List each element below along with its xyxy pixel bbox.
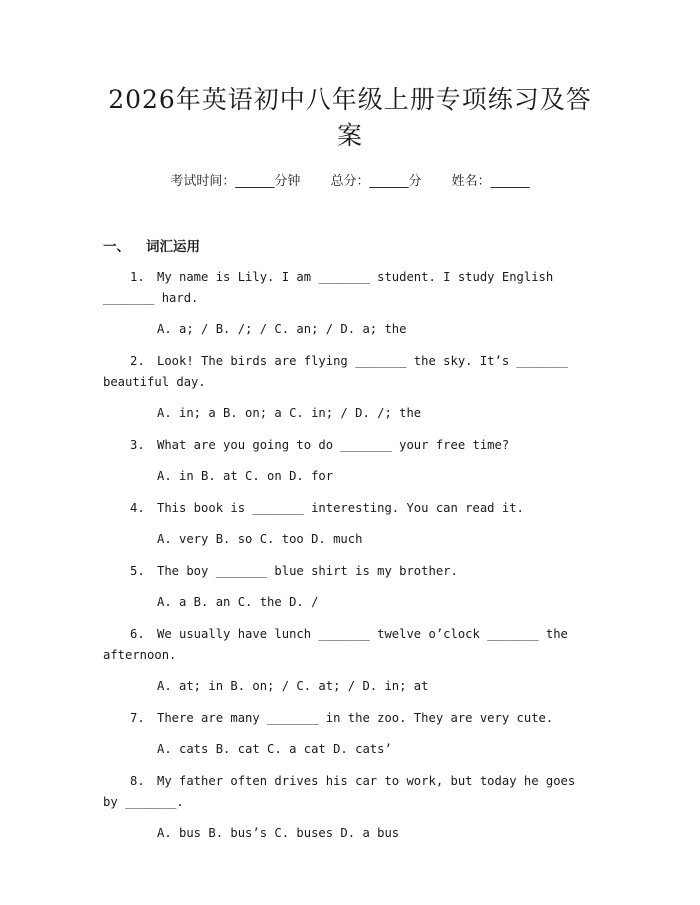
- question-stem: [103, 771, 597, 813]
- question-item: [103, 624, 597, 697]
- question-stem: [103, 708, 597, 729]
- question-number: 3.: [130, 438, 145, 452]
- question-item: [103, 267, 597, 340]
- question-text: My name is Lily. I am _______ student. I study English _______ hard.: [103, 270, 554, 305]
- question-number: 2.: [130, 354, 145, 368]
- question-options: A. bus B. bus’s C. buses D. a bus: [157, 826, 400, 840]
- question-item: [103, 498, 597, 550]
- question-stem: [103, 351, 597, 393]
- question-number: 5.: [130, 564, 145, 578]
- question-number: 7.: [130, 711, 145, 725]
- section-heading: [103, 235, 597, 255]
- question-number: 1.: [130, 270, 145, 284]
- page-title: 2026年英语初中八年级上册专项练习及答案: [108, 85, 592, 150]
- question-options: A. at; in B. on; / C. at; / D. in; at: [157, 679, 429, 693]
- section-number: 一、: [103, 239, 130, 255]
- question-stem: [103, 267, 597, 309]
- section-title: 词汇运用: [146, 239, 200, 255]
- question-stem: [103, 435, 597, 456]
- exam-total-score: 总分：______分: [330, 174, 422, 189]
- question-stem: [103, 498, 597, 519]
- question-item: [103, 708, 597, 760]
- question-options: A. a B. an C. the D. /: [157, 595, 319, 609]
- exam-time: 考试时间：______分钟: [170, 174, 301, 189]
- question-stem: [103, 561, 597, 582]
- question-item: [103, 771, 597, 844]
- question-number: 8.: [130, 774, 145, 788]
- question-text: Look! The birds are flying _______ the sky. It’s _______ beautiful day.: [103, 354, 568, 389]
- question-number: 6.: [130, 627, 145, 641]
- student-name: 姓名：______: [451, 174, 530, 189]
- question-text: This book is _______ interesting. You can read it.: [157, 501, 524, 515]
- question-item: [103, 435, 597, 487]
- question-item: [103, 561, 597, 613]
- question-text: We usually have lunch _______ twelve o’clock _______ the afternoon.: [103, 627, 568, 662]
- question-text: My father often drives his car to work, but today he goes by _______.: [103, 774, 576, 809]
- question-text: The boy _______ blue shirt is my brother.: [157, 564, 458, 578]
- question-stem: [103, 624, 597, 666]
- question-options: A. very B. so C. too D. much: [157, 532, 363, 546]
- exam-meta: [103, 170, 597, 189]
- question-options: A. a; / B. /; / C. an; / D. a; the: [157, 322, 407, 336]
- question-text: There are many _______ in the zoo. They are very cute.: [157, 711, 554, 725]
- question-options: A. in B. at C. on D. for: [157, 469, 334, 483]
- question-options: A. in; a B. on; a C. in; / D. /; the: [157, 406, 422, 420]
- question-item: [103, 351, 597, 424]
- question-number: 4.: [130, 501, 145, 515]
- question-options: A. cats B. cat C. a cat D. cats’: [157, 742, 392, 756]
- question-text: What are you going to do _______ your free time?: [157, 438, 510, 452]
